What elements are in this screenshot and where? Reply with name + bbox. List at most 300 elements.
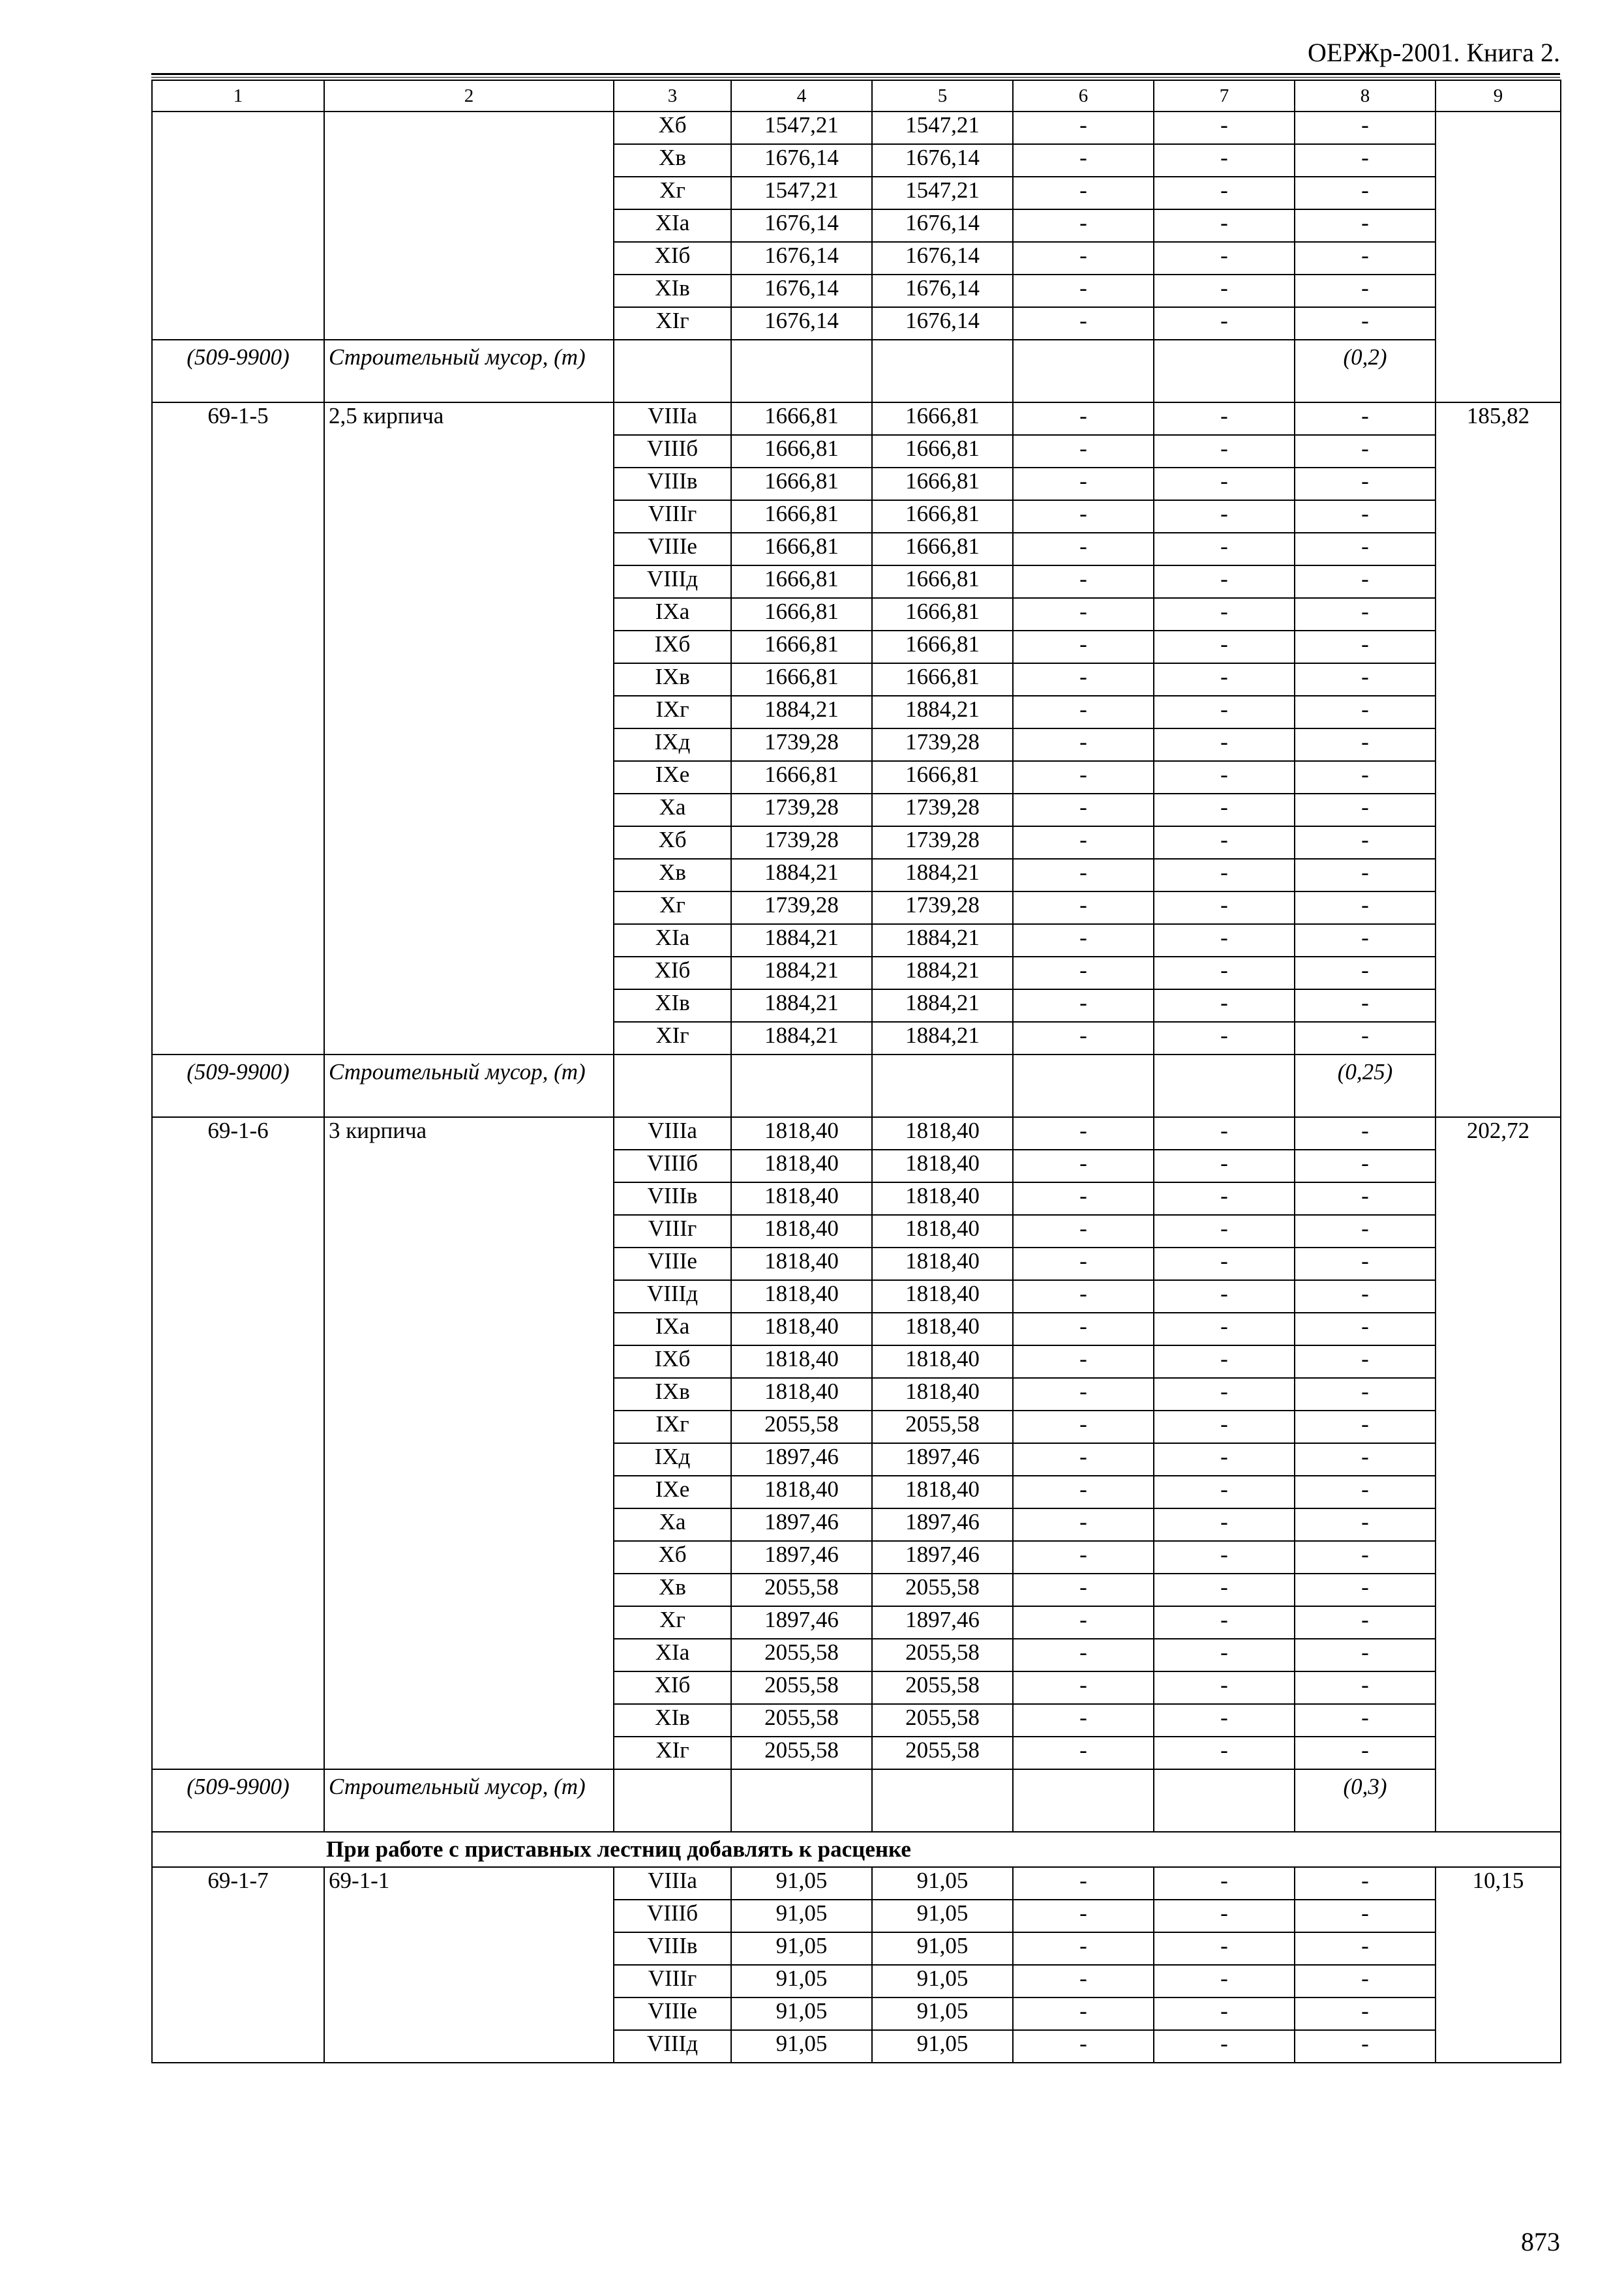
value-cell: 1739,28 [731,728,872,761]
empty-cell [1154,1055,1295,1117]
value-cell: - [1295,761,1436,794]
zone-cell: Xб [614,826,731,859]
value-cell: 1666,81 [731,631,872,663]
value-cell: - [1013,1508,1154,1541]
column-number-header: 2 [324,80,614,112]
value-cell: - [1154,242,1295,275]
value-cell: 91,05 [731,2030,872,2063]
value-cell: - [1295,1215,1436,1248]
value-cell: 1818,40 [872,1117,1013,1150]
value-cell: - [1154,1737,1295,1769]
value-cell: 1818,40 [731,1150,872,1182]
value-cell: - [1295,275,1436,307]
value-cell: - [1295,533,1436,565]
value-cell: - [1295,1965,1436,1997]
work-name-cell: 2,5 кирпича [324,402,614,1055]
value-cell: - [1295,859,1436,891]
value-cell: - [1013,1182,1154,1215]
value-cell: - [1295,402,1436,435]
zone-cell: VIIIг [614,500,731,533]
empty-cell [1013,340,1154,402]
value-cell: 1884,21 [731,989,872,1022]
table-row [152,1117,1561,1150]
empty-cell [1154,340,1295,402]
value-cell: - [1154,307,1295,340]
value-cell: 1676,14 [872,242,1013,275]
value-cell: 1897,46 [872,1443,1013,1476]
value-cell: - [1154,663,1295,696]
column-number-header: 9 [1436,80,1561,112]
total-cell: 185,82 [1436,402,1561,1117]
value-cell: - [1013,1248,1154,1280]
value-cell: - [1013,402,1154,435]
value-cell: 1547,21 [872,112,1013,144]
value-cell: - [1295,2030,1436,2063]
value-cell: 1666,81 [872,402,1013,435]
value-cell: - [1013,533,1154,565]
value-cell: - [1154,2030,1295,2063]
zone-cell: IXв [614,1378,731,1411]
value-cell: - [1295,631,1436,663]
zone-cell: IXв [614,663,731,696]
value-cell: - [1013,1117,1154,1150]
value-cell: - [1154,1345,1295,1378]
value-cell: - [1154,761,1295,794]
value-cell: - [1013,1150,1154,1182]
value-cell: - [1154,989,1295,1022]
empty-cell [872,1055,1013,1117]
value-cell: - [1295,144,1436,177]
value-cell: 1739,28 [872,794,1013,826]
value-cell: - [1295,1248,1436,1280]
section-title: При работе с приставных лестниц добавлять к расценке [152,1832,1561,1867]
value-cell: - [1154,1639,1295,1671]
total-cell: 10,15 [1436,1867,1561,2063]
zone-cell: VIIIе [614,533,731,565]
value-cell: - [1154,1900,1295,1932]
value-cell: - [1013,663,1154,696]
document-header-title: ОЕРЖр-2001. Книга 2. [1308,38,1560,67]
rate-code-cell: 69-1-5 [152,402,324,1055]
value-cell: - [1154,1378,1295,1411]
value-cell: - [1295,468,1436,500]
empty-cell [731,1055,872,1117]
value-cell: 91,05 [731,1867,872,1900]
column-number-header: 3 [614,80,731,112]
zone-cell: XIв [614,1704,731,1737]
value-cell: - [1013,761,1154,794]
value-cell: - [1013,1476,1154,1508]
value-cell: 91,05 [731,1965,872,1997]
value-cell: 1739,28 [872,891,1013,924]
value-cell: 1739,28 [872,728,1013,761]
value-cell: - [1013,1639,1154,1671]
value-cell: - [1013,1022,1154,1055]
value-cell: - [1013,989,1154,1022]
value-cell: 1884,21 [731,859,872,891]
empty-cell [614,340,731,402]
value-cell: 1884,21 [731,1022,872,1055]
zone-cell: VIIIд [614,565,731,598]
zone-cell: XIг [614,1737,731,1769]
value-cell: - [1154,794,1295,826]
column-number-header: 5 [872,80,1013,112]
value-cell: - [1295,1313,1436,1345]
value-cell: - [1013,1574,1154,1606]
value-cell: 1818,40 [872,1150,1013,1182]
value-cell: 91,05 [872,1900,1013,1932]
value-cell: - [1013,1280,1154,1313]
value-cell: - [1154,565,1295,598]
zone-cell: IXа [614,1313,731,1345]
zone-cell: XIв [614,989,731,1022]
zone-cell: Xб [614,1541,731,1574]
rate-code-cell: 69-1-7 [152,1867,324,2063]
value-cell: 2055,58 [872,1704,1013,1737]
value-cell: - [1013,275,1154,307]
value-cell: - [1295,177,1436,209]
value-cell: - [1013,1378,1154,1411]
debris-name-cell: Строительный мусор, (т) [324,1769,614,1832]
value-cell: - [1295,663,1436,696]
value-cell: - [1154,826,1295,859]
value-cell: - [1154,1932,1295,1965]
value-cell: - [1154,924,1295,957]
value-cell: 1897,46 [731,1606,872,1639]
value-cell: 1818,40 [731,1280,872,1313]
value-cell: - [1154,1022,1295,1055]
value-cell: 1666,81 [731,468,872,500]
value-cell: 1666,81 [731,402,872,435]
value-cell: 1818,40 [731,1313,872,1345]
value-cell: 1818,40 [872,1378,1013,1411]
zone-cell: IXг [614,1411,731,1443]
debris-name-cell: Строительный мусор, (т) [324,1055,614,1117]
value-cell: - [1295,1022,1436,1055]
value-cell: 1818,40 [731,1182,872,1215]
zone-cell: VIIIб [614,435,731,468]
value-cell: - [1154,957,1295,989]
value-cell: - [1154,112,1295,144]
value-cell: - [1295,728,1436,761]
value-cell: - [1295,598,1436,631]
empty-cell [614,1055,731,1117]
value-cell: 1666,81 [872,533,1013,565]
value-cell: 1666,81 [872,468,1013,500]
value-cell: - [1013,177,1154,209]
value-cell: - [1013,598,1154,631]
zone-cell: XIа [614,1639,731,1671]
zone-cell: XIб [614,242,731,275]
zone-cell: IXб [614,1345,731,1378]
value-cell: - [1154,1411,1295,1443]
value-cell: - [1295,891,1436,924]
zone-cell: IXд [614,1443,731,1476]
value-cell: - [1295,1671,1436,1704]
zone-cell: VIIIа [614,402,731,435]
value-cell: - [1154,1215,1295,1248]
value-cell: 1676,14 [872,275,1013,307]
value-cell: - [1154,859,1295,891]
value-cell: - [1154,402,1295,435]
value-cell: 1676,14 [731,209,872,242]
value-cell: 1666,81 [731,565,872,598]
value-cell: - [1154,728,1295,761]
debris-row [152,1055,1561,1117]
value-cell: - [1154,631,1295,663]
value-cell: - [1013,1215,1154,1248]
debris-code-cell: (509-9900) [152,1055,324,1117]
value-cell: - [1013,307,1154,340]
value-cell: - [1295,112,1436,144]
value-cell: 1676,14 [731,275,872,307]
value-cell: 1818,40 [872,1313,1013,1345]
value-cell: - [1295,1997,1436,2030]
value-cell: - [1154,1606,1295,1639]
column-number-header: 1 [152,80,324,112]
column-number-header: 4 [731,80,872,112]
value-cell: 91,05 [872,1965,1013,1997]
work-name-cell: 3 кирпича [324,1117,614,1769]
value-cell: 1676,14 [872,307,1013,340]
value-cell: - [1295,957,1436,989]
value-cell: - [1295,1932,1436,1965]
debris-value-cell: (0,3) [1295,1769,1436,1832]
value-cell: 91,05 [872,2030,1013,2063]
value-cell: - [1295,1900,1436,1932]
value-cell: 1818,40 [731,1215,872,1248]
empty-cell [1154,1769,1295,1832]
zone-cell: Xа [614,794,731,826]
zone-cell: IXе [614,761,731,794]
value-cell: - [1013,565,1154,598]
empty-cell [731,1769,872,1832]
value-cell: 1818,40 [731,1117,872,1150]
total-cell [1436,112,1561,402]
page-number: 873 [1521,2227,1560,2256]
value-cell: - [1154,1867,1295,1900]
value-cell: - [1154,500,1295,533]
zone-cell: IXб [614,631,731,663]
value-cell: 91,05 [731,1900,872,1932]
empty-cell [614,1769,731,1832]
zone-cell: IXд [614,728,731,761]
value-cell: 1666,81 [872,435,1013,468]
value-cell: 1666,81 [872,663,1013,696]
value-cell: - [1154,533,1295,565]
zone-cell: VIIIе [614,1248,731,1280]
debris-code-cell: (509-9900) [152,340,324,402]
value-cell: 2055,58 [872,1639,1013,1671]
value-cell: - [1154,435,1295,468]
value-cell: - [1013,1671,1154,1704]
zone-cell: VIIIд [614,2030,731,2063]
value-cell: 2055,58 [731,1737,872,1769]
value-cell: - [1295,1867,1436,1900]
table-row [152,112,1561,144]
value-cell: - [1154,1117,1295,1150]
zone-cell: Xв [614,1574,731,1606]
value-cell: 1666,81 [731,598,872,631]
value-cell: - [1013,1932,1154,1965]
value-cell: - [1154,144,1295,177]
value-cell: 1666,81 [731,761,872,794]
value-cell: - [1154,1574,1295,1606]
zone-cell: IXе [614,1476,731,1508]
header-rule-thin [151,77,1560,78]
value-cell: 2055,58 [731,1671,872,1704]
value-cell: 2055,58 [731,1411,872,1443]
value-cell: - [1013,1867,1154,1900]
debris-value-cell: (0,25) [1295,1055,1436,1117]
column-number-header: 7 [1154,80,1295,112]
value-cell: - [1154,1965,1295,1997]
debris-name-cell: Строительный мусор, (т) [324,340,614,402]
header-rule [151,73,1560,75]
value-cell: - [1295,1574,1436,1606]
debris-value-cell: (0,2) [1295,340,1436,402]
value-cell: 1547,21 [872,177,1013,209]
value-cell: - [1295,924,1436,957]
value-cell: 1666,81 [731,663,872,696]
rates-table [151,80,1561,2063]
value-cell: - [1013,891,1154,924]
debris-row [152,1769,1561,1832]
value-cell: - [1013,435,1154,468]
debris-code-cell: (509-9900) [152,1769,324,1832]
value-cell: - [1295,1378,1436,1411]
value-cell: - [1013,794,1154,826]
value-cell: - [1295,1606,1436,1639]
value-cell: - [1013,144,1154,177]
value-cell: 2055,58 [872,1411,1013,1443]
value-cell: 1884,21 [872,696,1013,728]
empty-cell [731,340,872,402]
value-cell: - [1154,1541,1295,1574]
value-cell: - [1013,859,1154,891]
value-cell: - [1013,728,1154,761]
value-cell: 1818,40 [872,1215,1013,1248]
value-cell: 1676,14 [872,144,1013,177]
value-cell: 1666,81 [872,500,1013,533]
zone-cell: XIг [614,1022,731,1055]
value-cell: - [1013,826,1154,859]
value-cell: 1884,21 [872,1022,1013,1055]
zone-cell: VIIIг [614,1965,731,1997]
value-cell: - [1295,209,1436,242]
zone-cell: VIIIб [614,1900,731,1932]
zone-cell: Xа [614,1508,731,1541]
value-cell: - [1154,891,1295,924]
value-cell: - [1154,1997,1295,2030]
value-cell: - [1013,1737,1154,1769]
value-cell: 1884,21 [872,957,1013,989]
value-cell: - [1295,1508,1436,1541]
empty-cell [1013,1055,1154,1117]
value-cell: 1818,40 [872,1280,1013,1313]
value-cell: - [1295,565,1436,598]
value-cell: - [1295,989,1436,1022]
value-cell: - [1013,1704,1154,1737]
value-cell: - [1295,1476,1436,1508]
value-cell: - [1154,177,1295,209]
value-cell: - [1295,1443,1436,1476]
work-name-cell: 69-1-1 [324,1867,614,2063]
value-cell: 1818,40 [872,1476,1013,1508]
value-cell: 1884,21 [731,696,872,728]
table-row [152,1867,1561,1900]
value-cell: 1739,28 [872,826,1013,859]
zone-cell: XIб [614,957,731,989]
value-cell: - [1013,1900,1154,1932]
value-cell: 1739,28 [731,794,872,826]
zone-cell: XIа [614,209,731,242]
value-cell: - [1295,500,1436,533]
value-cell: 2055,58 [731,1574,872,1606]
value-cell: 1676,14 [872,209,1013,242]
value-cell: 1818,40 [872,1248,1013,1280]
zone-cell: Xв [614,144,731,177]
section-title-row [152,1832,1561,1867]
value-cell: 1884,21 [872,924,1013,957]
value-cell: - [1013,1997,1154,2030]
value-cell: 2055,58 [872,1671,1013,1704]
value-cell: 91,05 [731,1932,872,1965]
value-cell: 91,05 [872,1932,1013,1965]
value-cell: - [1295,826,1436,859]
zone-cell: Xг [614,891,731,924]
value-cell: 1897,46 [872,1606,1013,1639]
rate-code-cell: 69-1-6 [152,1117,324,1769]
value-cell: - [1013,1443,1154,1476]
zone-cell: XIб [614,1671,731,1704]
zone-cell: VIIIд [614,1280,731,1313]
value-cell: - [1295,242,1436,275]
value-cell: 1818,40 [731,1345,872,1378]
value-cell: 1666,81 [731,435,872,468]
value-cell: 1897,46 [731,1508,872,1541]
value-cell: 1547,21 [731,112,872,144]
value-cell: 1818,40 [872,1182,1013,1215]
zone-cell: VIIIв [614,468,731,500]
value-cell: - [1154,468,1295,500]
value-cell: - [1154,1704,1295,1737]
value-cell: 1884,21 [731,957,872,989]
value-cell: 1739,28 [731,826,872,859]
value-cell: 2055,58 [731,1704,872,1737]
value-cell: - [1295,1345,1436,1378]
value-cell: 2055,58 [731,1639,872,1671]
value-cell: - [1013,209,1154,242]
value-cell: 1897,46 [872,1541,1013,1574]
value-cell: - [1154,1508,1295,1541]
value-cell: - [1295,1541,1436,1574]
zone-cell: VIIIа [614,1117,731,1150]
value-cell: - [1013,1345,1154,1378]
value-cell: - [1295,1280,1436,1313]
zone-cell: Xб [614,112,731,144]
value-cell: 1884,21 [872,989,1013,1022]
zone-cell: IXа [614,598,731,631]
column-number-header: 6 [1013,80,1154,112]
value-cell: 1818,40 [872,1345,1013,1378]
value-cell: 91,05 [872,1867,1013,1900]
value-cell: - [1295,696,1436,728]
value-cell: - [1013,1965,1154,1997]
value-cell: - [1013,1606,1154,1639]
zone-cell: Xг [614,177,731,209]
value-cell: - [1154,275,1295,307]
